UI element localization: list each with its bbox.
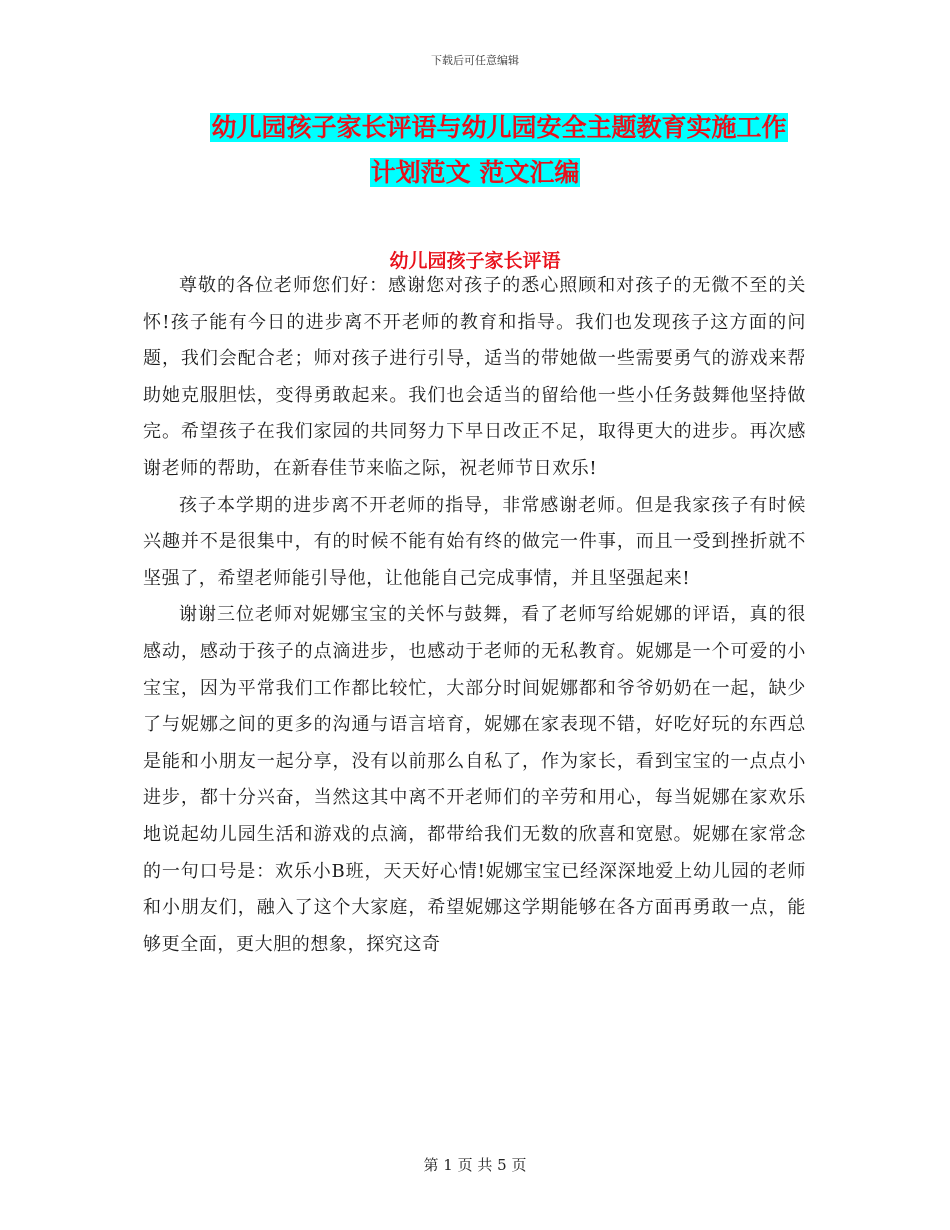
section-title: 幼儿园孩子家长评语 xyxy=(389,250,561,272)
paragraph: 孩子本学期的进步离不开老师的指导，非常感谢老师。但是我家孩子有时候兴趣并不是很集中，有的时候不能有始有终的做完一件事，而且一受到挫折就不坚强了，希望老师能引导他，让他能自己完成事情，并且坚强起来! xyxy=(143,494,806,589)
title-highlight-line2: 计划范文 范文汇编 xyxy=(370,158,580,187)
page-footer: 第 1 页 共 5 页 xyxy=(423,1156,527,1174)
paragraph: 尊敬的各位老师您们好：感谢您对孩子的悉心照顾和对孩子的无微不至的关怀!孩子能有今日的进步离不开老师的教育和指导。我们也发现孩子这方面的问题，我们会配合老；师对孩子进行引导，适当的带她做一些需要勇气的游戏来帮助她克服胆怯，变得勇敢起来。我们也会适当的留给他一些小任务鼓舞他坚持做完。希望孩子在我们家园的共同努力下早日改正不足，取得更大的进步。再次感谢老师的帮助，在新春佳节来临之际，祝老师节日欢乐! xyxy=(143,275,806,479)
title-highlight-line1: 幼儿园孩子家长评语与幼儿园安全主题教育实施工作 xyxy=(211,113,787,142)
paragraph: 谢谢三位老师对妮娜宝宝的关怀与鼓舞，看了老师写给妮娜的评语，真的很感动，感动于孩子的点滴进步，也感动于老师的无私教育。妮娜是一个可爱的小宝宝，因为平常我们工作都比较忙，大部分时间妮娜都和爷爷奶奶在一起，缺少了与妮娜之间的更多的沟通与语言培育，妮娜在家表现不错，好吃好玩的东西总是能和小朋友一起分享，没有以前那么自私了，作为家长，看到宝宝的一点点小进步，都十分兴奋，当然这其中离不开老师们的辛劳和用心，每当妮娜在家欢乐地说起幼儿园生活和游戏的点滴，都带给我们无数的欣喜和宽慰。妮娜在家常念的一句口号是：欢乐小B班，天天好心情!妮娜宝宝已经深深地爱上幼儿园的老师和小朋友们，融入了这个大家庭，希望妮娜这学期能够在各方面再勇敢一点，能够更全面，更大胆的想象，探究这奇 xyxy=(143,604,806,955)
document-title-line2 xyxy=(0,155,950,191)
document-body xyxy=(143,268,806,963)
header-note: 下载后可任意编辑 xyxy=(431,54,519,67)
document-title-line1 xyxy=(24,110,950,146)
